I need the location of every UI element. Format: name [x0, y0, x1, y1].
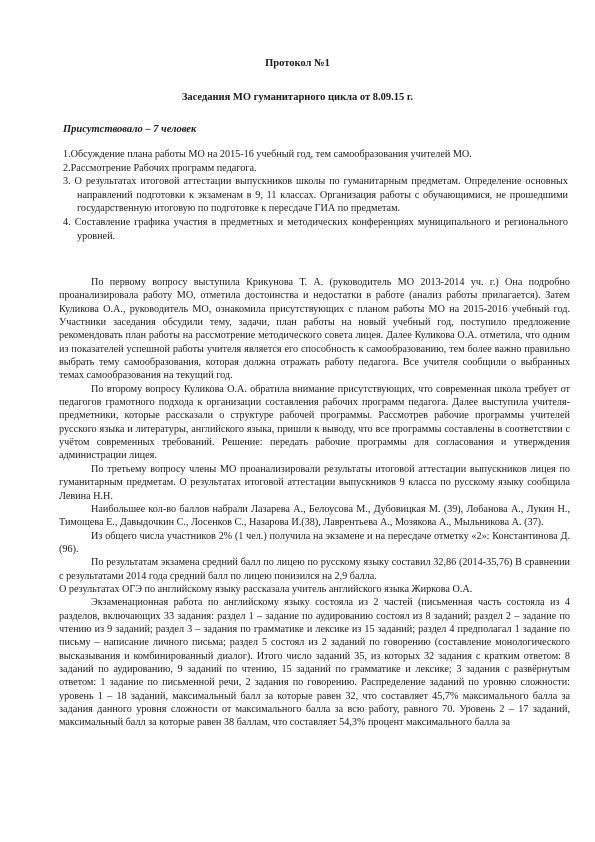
paragraph-top-scores: Наибольшее кол-во баллов набрали Лазарева А., Белоусова М., Дубовицкая М. (39), Лобанова А., Лукин Н., Тимощева Е., Давыдочкин С., Лосенков С., Назарова И.(38), Лаврентьева А., Мозякова А., Мыльникова А. (37).	[59, 503, 570, 529]
attendance-note: Присутствовало – 7 человек	[63, 124, 197, 135]
protocol-body	[59, 276, 570, 730]
protocol-title: Протокол №1	[265, 58, 330, 69]
paragraph-failed: Из общего числа участников 2% (1 чел.) получила на экзамене и на пересдаче отметку «2»: Константинова Д. (96).	[59, 530, 570, 555]
agenda-item-2: 2.Рассмотрение Рабочих программ педагога.	[63, 162, 257, 174]
agenda-list	[63, 148, 568, 243]
paragraph-first-question: По первому вопросу выступила Крикунова Т. А. (руководитель МО 2013-2014 уч. г.) Она подробно проанализировала работу МО, отметила достоинства и недостатки в работе (анализ работы прилагается). Затем Куликова О.А., руководитель МО, ознакомила присутствующих с планом работы МО на 2015-2016 учебный год. Участники заседания обсудили тему, задачи, план работы на новый учебный год, поступило предложение рекомендовать план работы на рассмотрение методического совета лицея. Далее Куликова О.А. отметила, что одним из показателей успешной работы учителя является его способность к самообразованию, тем более важно правильно выбрать тему самообразования, которая должна отражать работу педагога. Все учителя сообщили о выбранных темах самообразования на текущий год.	[59, 277, 570, 382]
paragraph-english-exam: Экзаменационная работа по английскому языку состояла из 2 частей (письменная часть состояла из 4 разделов, включающих 33 задания: раздел 1 – задание по аудированию состоял из 8 заданий; раздел 2 – задание по чтению из 9 заданий; раздел 3 – задания по грамматике и лексике из 15 заданий; раздел 4 предполагал 1 задание по письму – написание личного письма; раздел 5 состоял из 2 заданий по говорению (составление монологического высказывания и комбинированный диалог). Итого число заданий 35, из которых 32 задания с кратким ответом: 8 заданий по аудированию, 9 заданий по чтению, 15 заданий по грамматике и лексике; 3 задания с развёрнутым ответом: 1 задание по письменной речи, 2 задания по говорению. Распределение заданий по уровню сложности: уровень 1 – 18 заданий, максимальный балл за которые равен 32, что составляет 45,7% максимального балла за задания данного уровня сложности от максимального балла за всю работу, равного 70. Уровень 2 – 17 заданий, максимальный балл за которые равен 38 баллам, что составляет 54,3% процент максимального балла за	[59, 597, 570, 729]
paragraph-english-intro: О результатах ОГЭ по английскому языку рассказала учитель английского языка Жиркова О.А.	[59, 583, 473, 595]
agenda-item-3: 3. О результатах итоговой аттестации выпускников школы по гуманитарным предметам. Определение основных направлений подготовки к экзаменам в 9, 11 классах. Организация работы с обучающимися, не прошедшими государственную итоговую по подготовке к пересдаче ГИА по предметам.	[63, 176, 568, 215]
paragraph-second-question: По второму вопросу Куликова О.А. обратила внимание присутствующих, что современная школа требует от педагогов грамотного подхода к организации составления рабочих программ педагога. Далее выступила учителя-предметники, которые рассказали о структуре рабочей программы. Рассмотрев рабочие программы учителей русского языка и литературы, английского языка, пришли к выводу, что все программы составлены в соответствии с учётом современных требований. Решение: передать рабочие программы для согласования и утверждения администрации лицея.	[59, 383, 570, 462]
meeting-subtitle: Заседания МО гуманитарного цикла от 8.09.15 г.	[181, 92, 414, 103]
agenda-item-4: 4. Составление графика участия в предметных и методических конференциях муниципального и регионального уровней.	[63, 216, 568, 242]
agenda-item-1: 1.Обсуждение плана работы МО на 2015-16 учебный год, тем самообразования учителей МО.	[63, 149, 472, 160]
paragraph-average: По результатам экзамена средний балл по лицею по русскому языку составил 32,86 (2014-35,76) В сравнении с результатами 2014 года средний балл по лицею понизился на 2,9 балла.	[59, 557, 570, 582]
paragraph-third-question: По третьему вопросу члены МО проанализировали результаты итоговой аттестации выпускников лицея по гуманитарным предметам. О результатах итоговой аттестации выпускников 9 класса по русскому языку сообщила Левина Н.Н.	[59, 463, 570, 502]
